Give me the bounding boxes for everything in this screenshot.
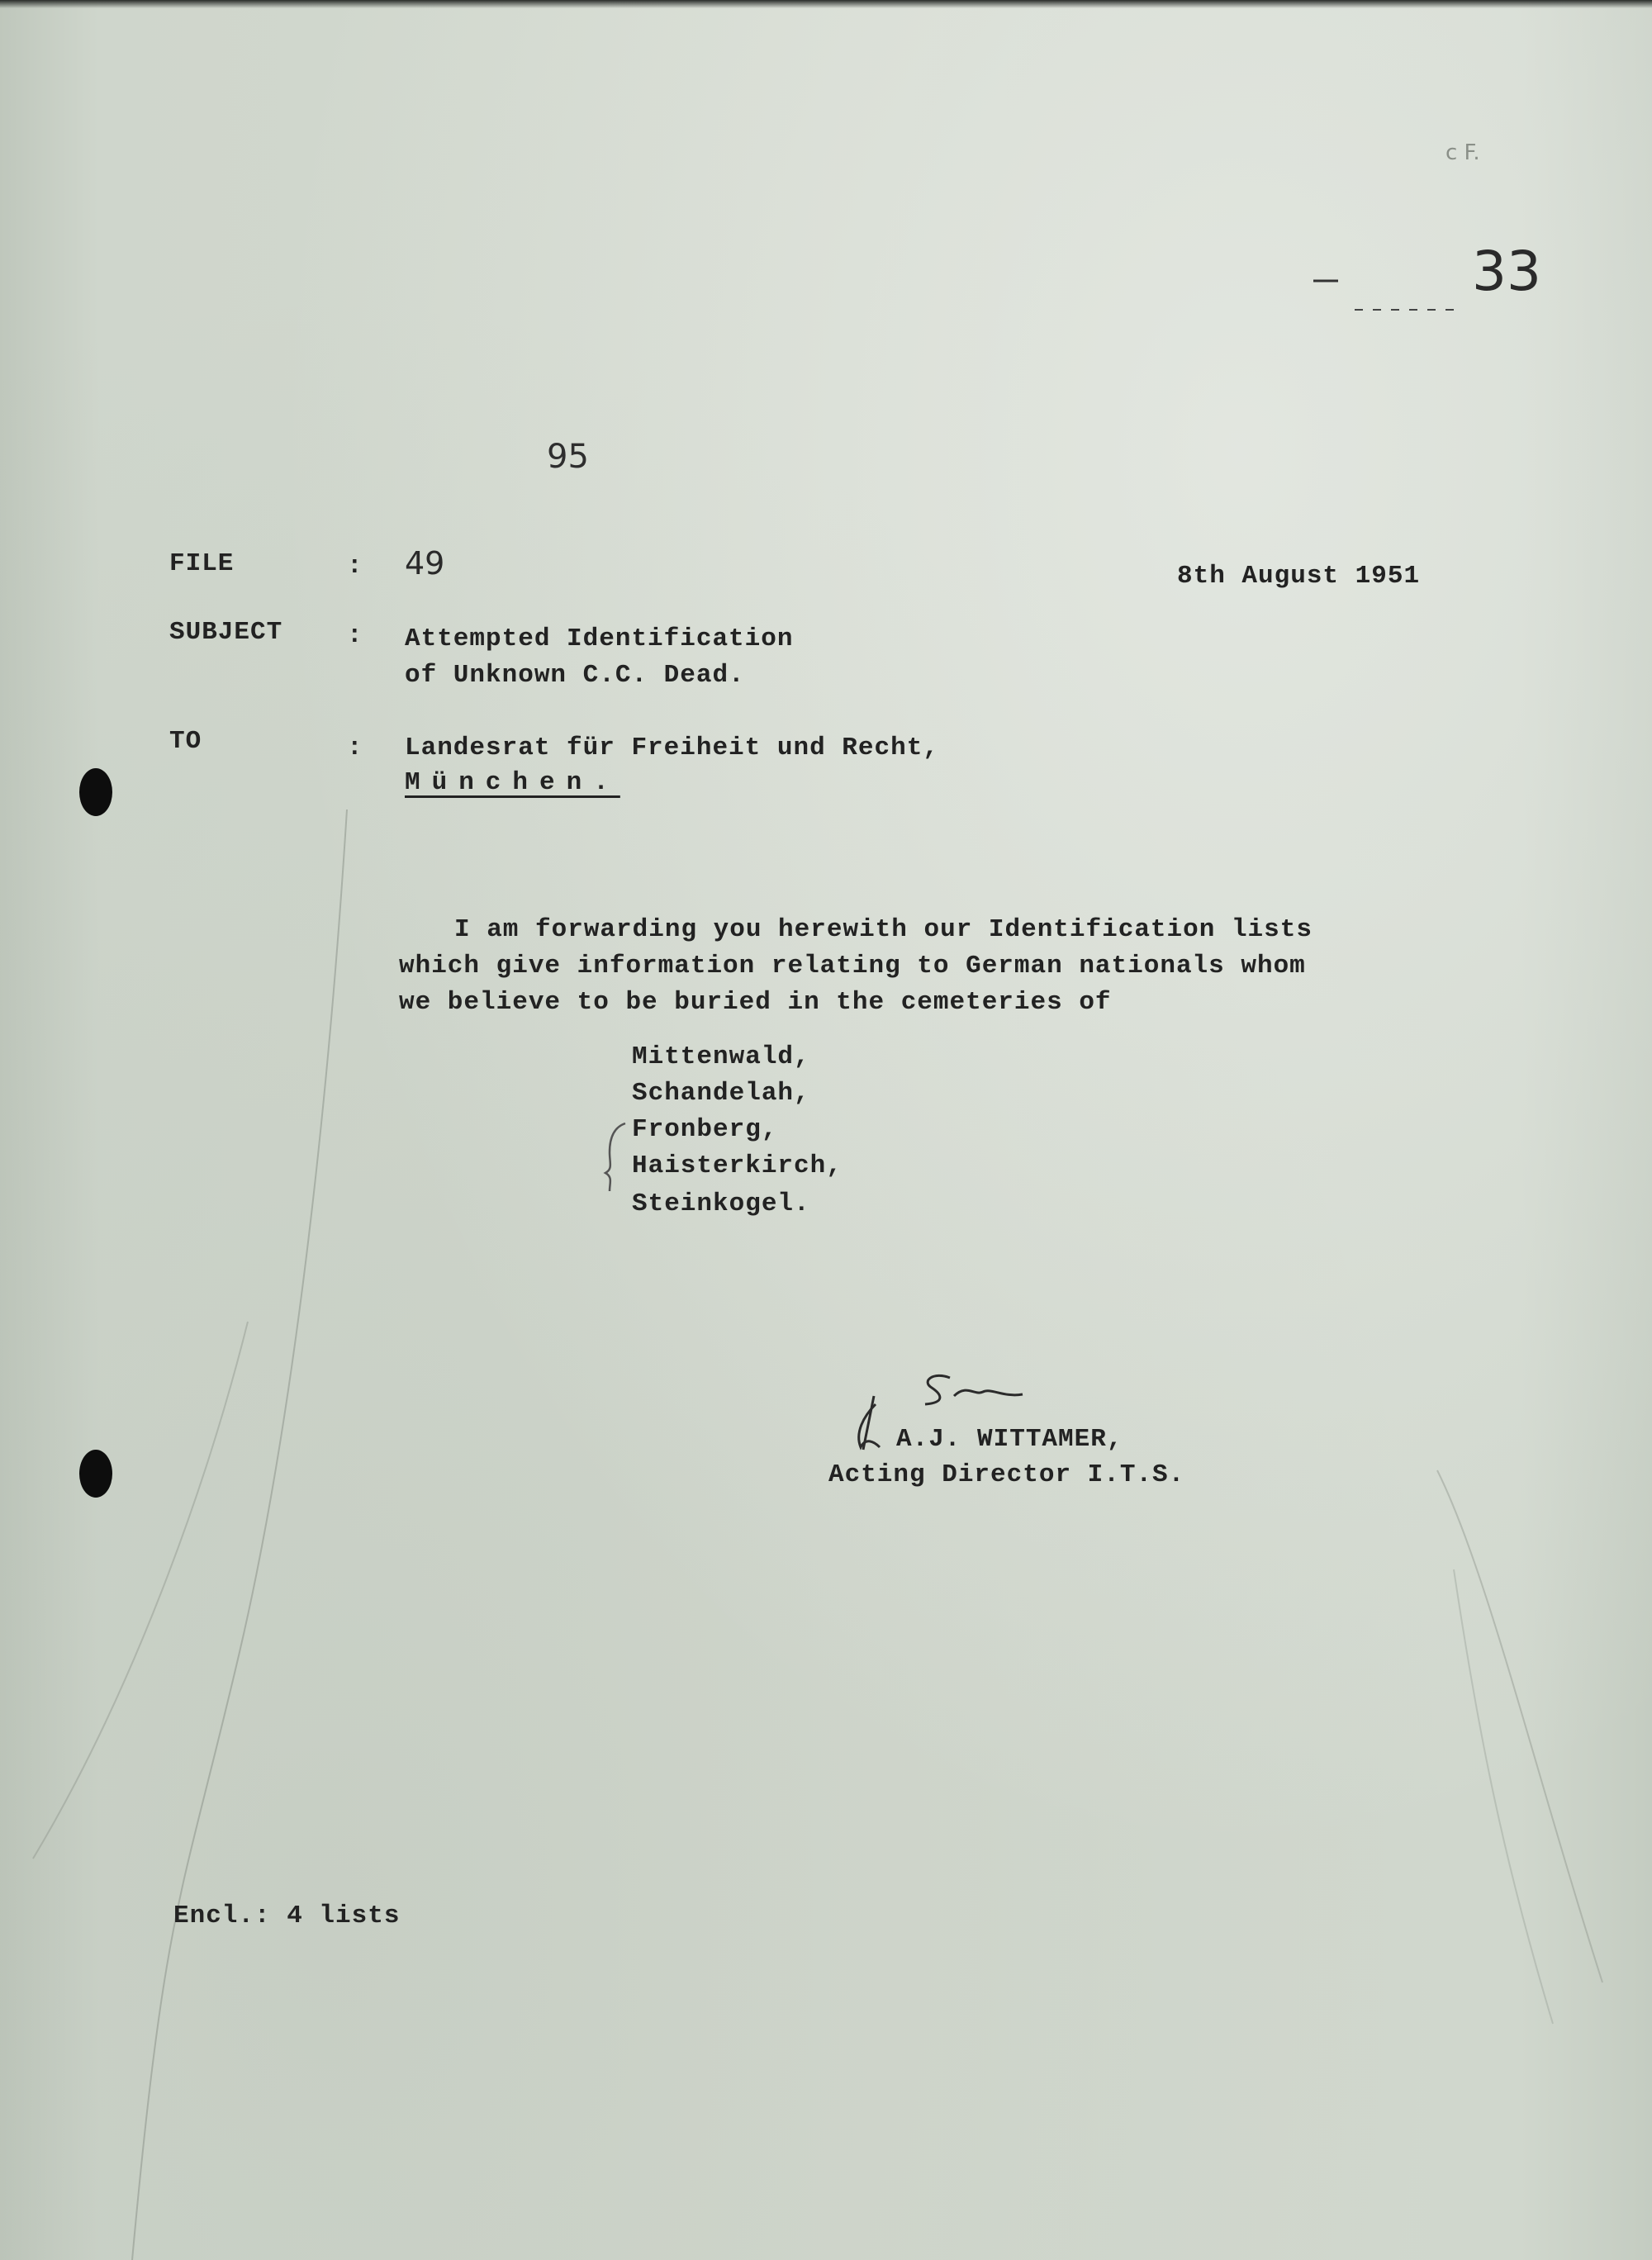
signatory-title: Acting Director I.T.S.	[828, 1460, 1185, 1489]
file-separator: :	[347, 552, 363, 581]
cemetery-item: Fronberg,	[632, 1115, 778, 1144]
file-number-mark: 95	[547, 438, 589, 476]
body-line-2: which give information relating to German nationals whom	[399, 952, 1306, 980]
letter-date: 8th August 1951	[1177, 562, 1421, 591]
cemetery-item: Haisterkirch,	[632, 1151, 843, 1180]
recipient-line-1: Landesrat für Freiheit und Recht,	[405, 734, 939, 762]
page-number: 33	[1472, 240, 1541, 303]
enclosure-note: Encl.: 4 lists	[173, 1902, 401, 1930]
recipient-city: München.	[405, 768, 620, 797]
subject-separator: :	[347, 621, 363, 650]
subject-line-2: of Unknown C.C. Dead.	[405, 661, 745, 690]
cemetery-item: Steinkogel.	[632, 1189, 810, 1218]
file-label: FILE	[169, 549, 235, 578]
cemetery-item: Mittenwald,	[632, 1042, 810, 1071]
subject-label: SUBJECT	[169, 618, 283, 647]
subject-line-1: Attempted Identification	[405, 624, 794, 653]
signatory-name: A.J. WITTAMER,	[896, 1425, 1123, 1454]
cemetery-item: Schandelah,	[632, 1079, 810, 1108]
to-label: TO	[169, 727, 202, 756]
to-separator: :	[347, 734, 363, 762]
body-line-1: I am forwarding you herewith our Identification lists	[454, 915, 1313, 944]
corner-note: c F.	[1446, 140, 1480, 165]
file-number: 49	[405, 545, 445, 582]
body-line-3: we believe to be buried in the cemeteries of	[399, 988, 1112, 1017]
